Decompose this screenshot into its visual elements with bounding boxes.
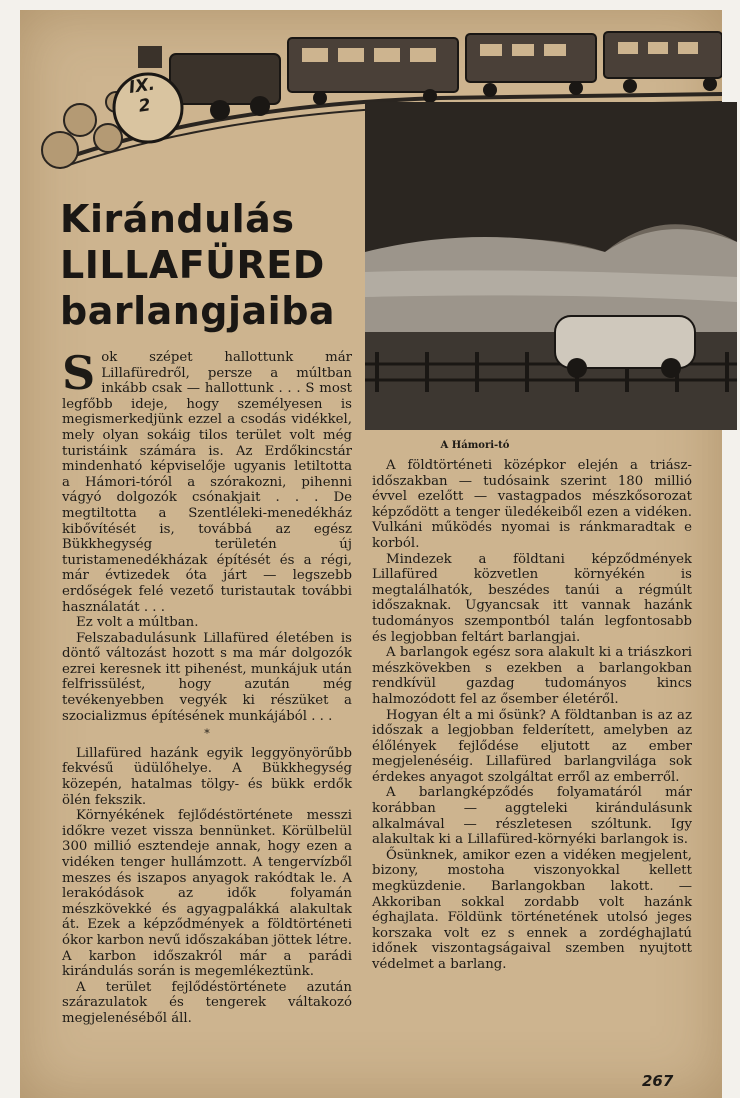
photo-caption: A Hámori-tó	[440, 440, 510, 451]
paragraph: A barlangképződés folyamatáról már korábban — aggteleki kirándulásunk alkalmával — részletesen szóltunk. Igy alakultak ki a Lillafüred-környéki barlangok is.	[372, 785, 692, 848]
paragraph: Ez volt a múltban.	[76, 615, 199, 631]
magazine-page	[20, 10, 722, 1098]
paragraph: Hogyan élt a mi ősünk? A földtanban is az az időszak a legjobban felderített, amelyben az élőlények fejlődése eljutott az ember megjelenéséig. Lillafüred barlangvilága sok érdekes anyagot szolgáltat erről az emberről.	[372, 707, 692, 785]
title-line-3: barlangjaiba	[60, 289, 336, 333]
drop-cap: S	[62, 346, 96, 400]
paragraph: Környékének fejlődéstörténete messzi időkre vezet vissza bennünket. Körülbelül 300 millió esztendeje annak, hogy ezen a vidéken tenger hullámzott. A tengervízből meszes és iszapos anyagok rakódtak le. A lerakódások az idők folyamán mészkövekké és agyagpalákká alakultak át. Ezek a képződmények a földtörténeti ókor karbon nevű időszakában jöttek létre. A karbon időszakról már a parádi kirándulás során is megemlékeztünk.	[62, 808, 352, 980]
paragraph: A terület fejlődéstörténete azután szárazulatok és tengerek váltakozó megjelenéséből áll.	[62, 979, 352, 1026]
paragraph: Ősünknek, amikor ezen a vidéken megjelent, bizony, mostoha viszonyokkal kellett megküzdenie. Barlangokban lakott. — Akkoriban sokkal zordabb volt hazánk éghajlata. Földünk történetének utolsó jeges korszaka volt ez s ennek a zordéghajlatú időnek viszontagságaival szemben nyujtott védelmet a barlang.	[372, 847, 692, 972]
paragraph: Felszabadulásunk Lillafüred életében is döntő változást hozott s ma már dolgozók ezrei keresnek itt pihenést, munkájuk után felfrissülést, hogy azután még tevékenyebben vegyék ki részüket a szocializmus építésének munkájából . . .	[62, 630, 352, 724]
text-column-2	[372, 458, 692, 973]
article-title	[60, 196, 335, 334]
paragraph: Sok szépet hallottunk már Lillafüredről, persze a múltban inkább csak — hallottunk . . . S most legfőbb ideje, hogy személyesen is megismerkedjünk ezzel a csodás vidékkel, mely olyan sokáig tilos terület volt még turistáink számára is. Az Erdőkincstár mindenható képviselője ugyanis letiltotta a Hámori-tóról a szórakozni, pihenni vágyó dolgozók csónakjait . . . De megtiltotta a Szentléleki-menedékház kibővítését is, továbbá az egész Bükkhegység területén új turistamenedékházak építését és a régi, már évtizedek óta járt — legszebb erdőségek felé vezető turistautak további használatát . . .	[62, 346, 352, 615]
paragraph: Lillafüred hazánk egyik leggyönyörűbb fekvésű üdülőhelye. A Bükkhegység közepén, hatalmas tölgy- és bükk erdők ölén fekszik.	[62, 745, 352, 808]
badge-label: IX. 2	[127, 74, 157, 117]
section-separator: *	[204, 727, 210, 741]
paragraph: A földtörténeti középkor elején a triász-időszakban — tudósaink szerint 180 millió évvel ezelőtt — vastagpados mészkősorozat képződött a tenger üledékeiből ezen a vidéken. Vulkáni működés nyomai is ránkmaradtak e korból.	[372, 458, 692, 551]
paragraph: Mindezek a földtani képződmények Lillafüred közvetlen környékén is megtalálhatók, beszédes tanúi a régmúlt időszaknak. Ugyancsak itt vannak hazánk tudományos szempontból talán legfontosabb és legjobban feltárt barlangjai.	[372, 551, 692, 645]
page-number: 267	[642, 1072, 674, 1090]
text-column-1	[62, 346, 352, 1027]
lake-photo	[365, 102, 737, 430]
paragraph: A barlangok egész sora alakult ki a triászkori mészkövekben s ezekben a barlangokban rendkívül gazdag tudományos kincs halmozódott fel az ősember életéről.	[372, 645, 692, 707]
title-line-1: Kirándulás	[60, 197, 295, 241]
title-line-2: LILLAFÜRED	[60, 243, 325, 287]
